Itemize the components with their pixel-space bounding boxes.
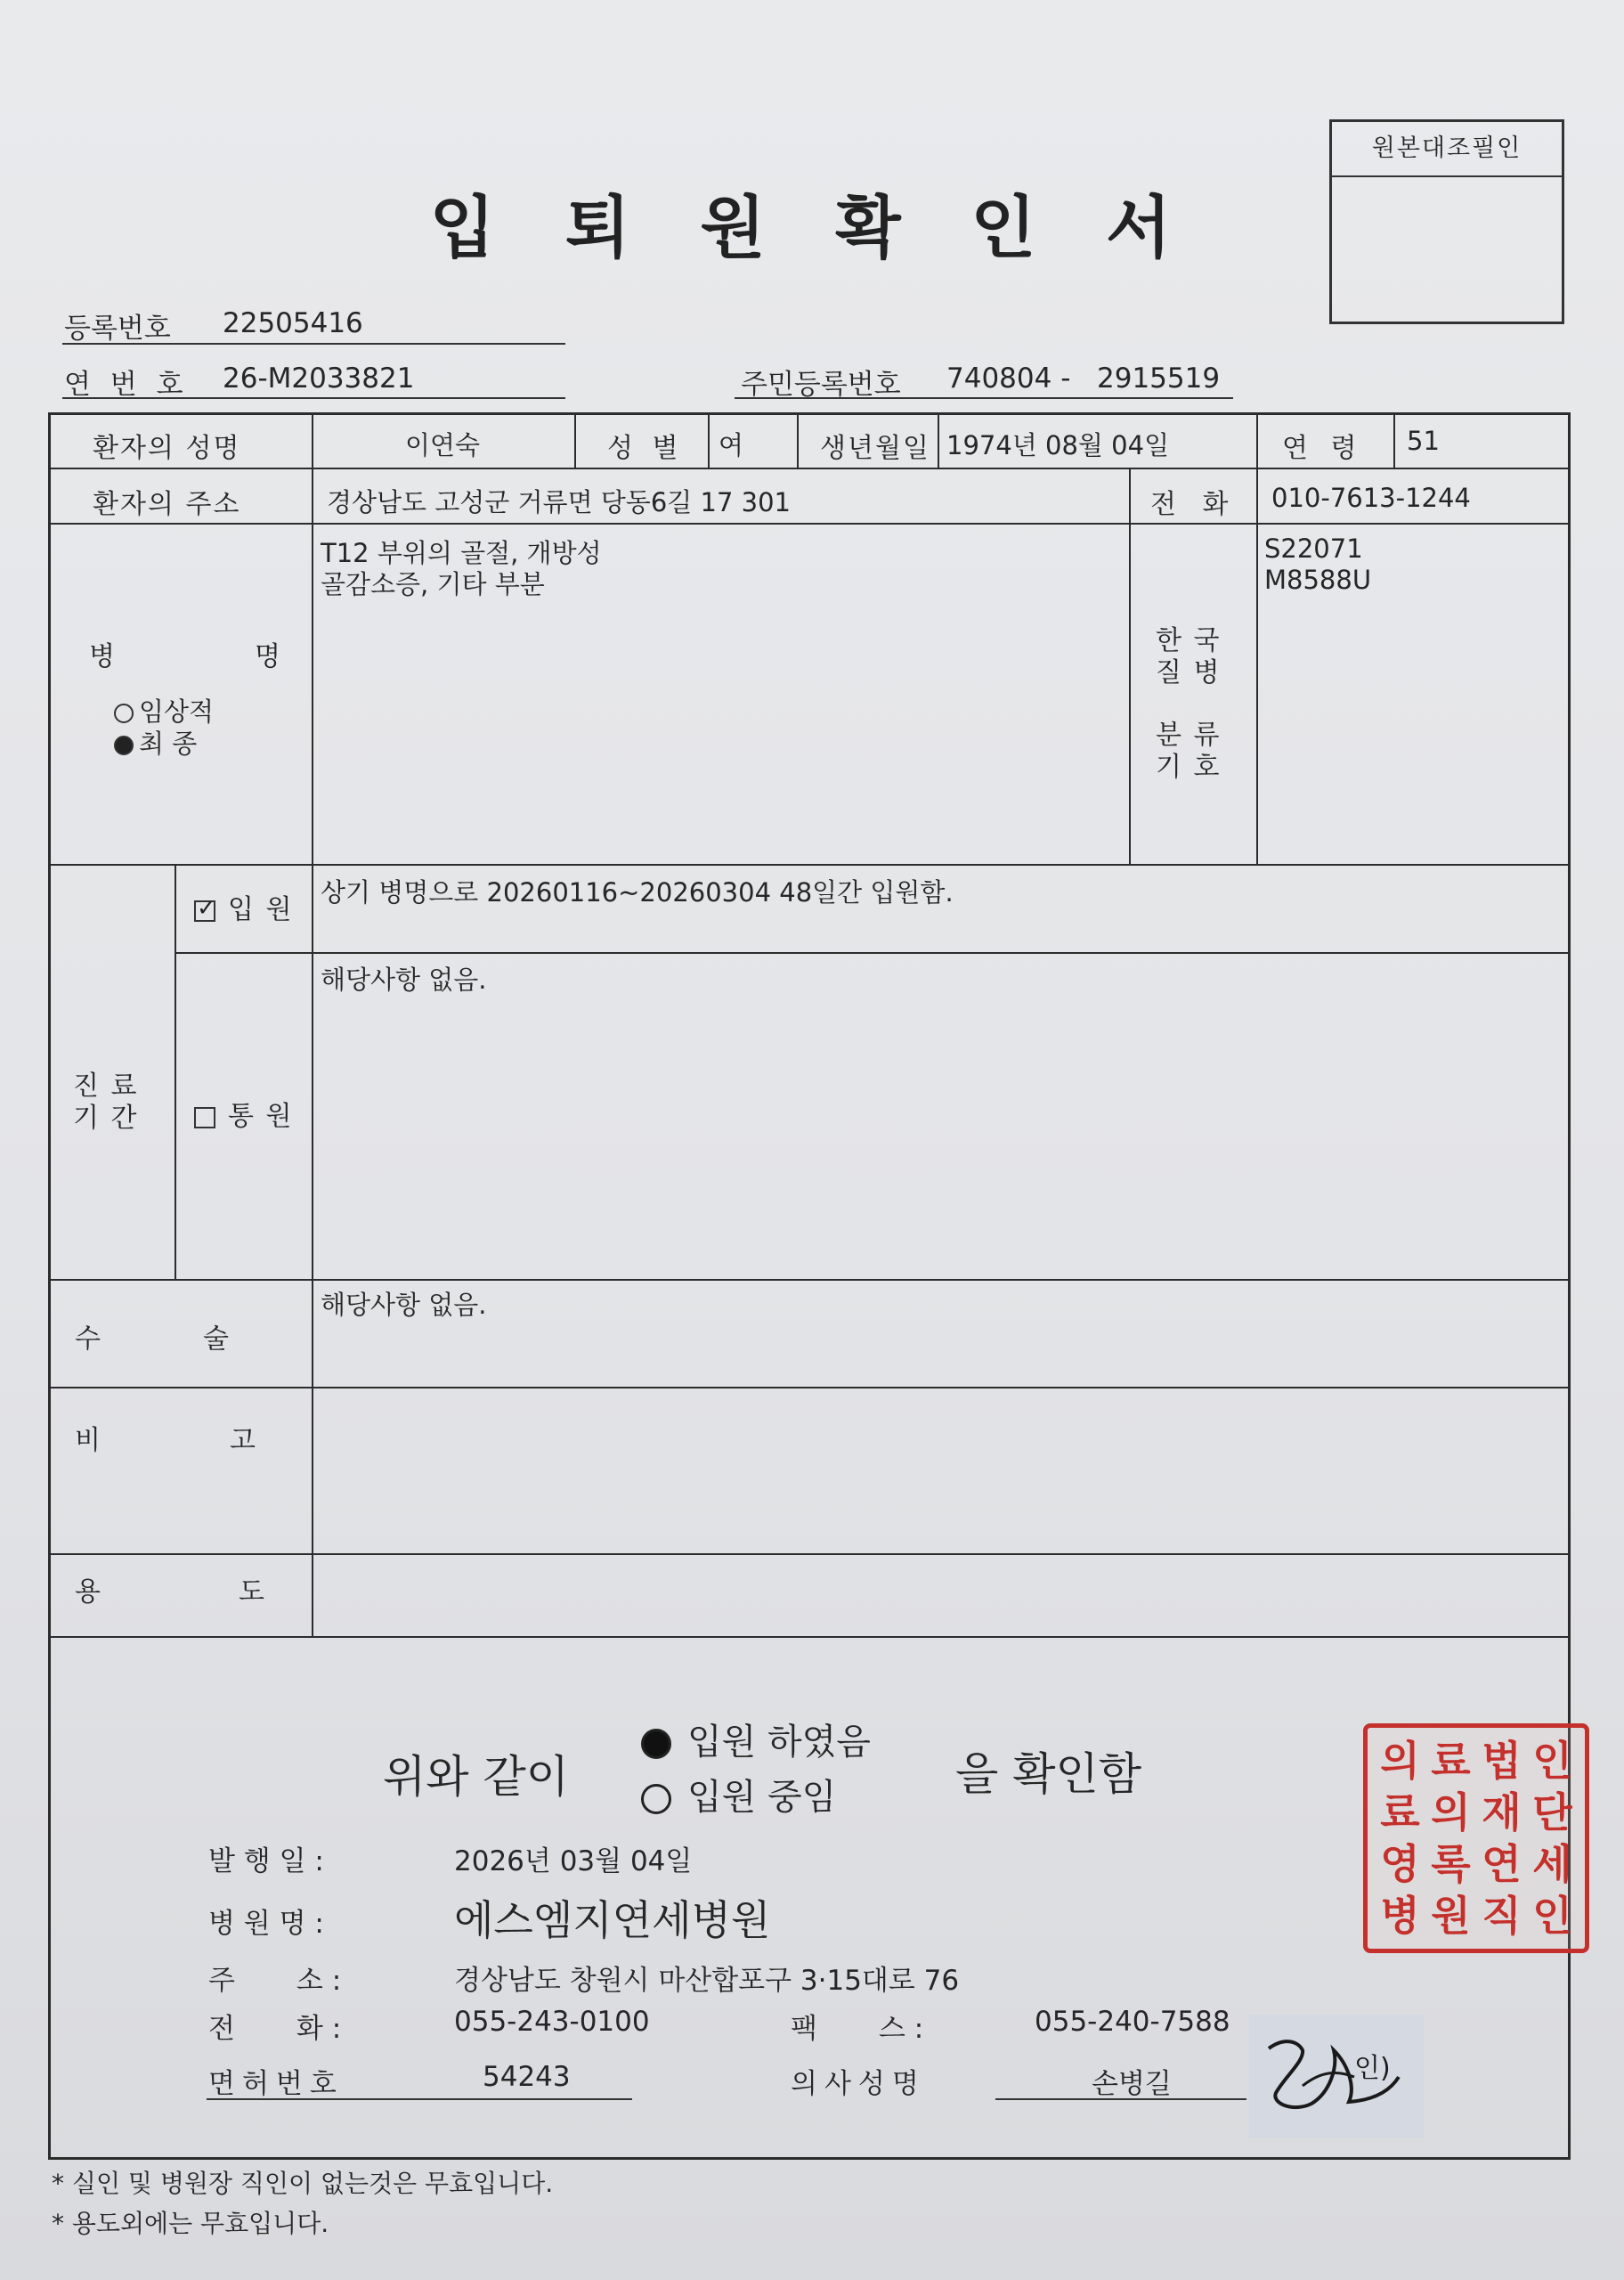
hospital-address-value: 경상남도 창원시 마산합포구 3·15대로 76 bbox=[454, 1965, 960, 1997]
radio-clinical-icon bbox=[114, 704, 134, 723]
diagnosis-text-line2: 골감소증, 기타 부분 bbox=[321, 569, 545, 599]
outpatient-option bbox=[194, 1094, 294, 1133]
seal-char: 연 bbox=[1482, 1840, 1522, 1888]
serial-value: 26-M2033821 bbox=[223, 362, 415, 395]
patient-phone-value: 010-7613-1244 bbox=[1271, 483, 1471, 513]
seal-char: 료 bbox=[1380, 1788, 1420, 1836]
seal-char: 병 bbox=[1380, 1892, 1420, 1940]
hospital-seal-icon bbox=[1363, 1723, 1589, 1953]
seal-char: 의 bbox=[1431, 1788, 1471, 1836]
issue-date-label: 발 행 일 : bbox=[208, 1845, 324, 1877]
inpatient-label: 입 원 bbox=[228, 894, 294, 925]
patient-address-value: 경상남도 고성군 거류면 당동6길 17 301 bbox=[327, 487, 791, 517]
kcd-label-1: 한 국 bbox=[1156, 625, 1222, 656]
kcd-label-4: 기 호 bbox=[1156, 752, 1222, 783]
hospital-phone-value: 055-243-0100 bbox=[454, 2006, 650, 2038]
svg-text:인): 인) bbox=[1354, 2053, 1391, 2084]
footnote-1: * 실인 및 병원장 직인이 없는것은 무효입니다. bbox=[52, 2169, 554, 2198]
diagnosis-label-left: 병 bbox=[89, 641, 117, 672]
seal-char: 원 bbox=[1431, 1892, 1471, 1940]
diagnosis-option-clinical-label: 임상적 bbox=[139, 696, 215, 727]
confirm-done-radio-icon bbox=[641, 1729, 671, 1759]
outpatient-label: 통 원 bbox=[228, 1101, 294, 1132]
outpatient-text: 해당사항 없음. bbox=[321, 965, 487, 995]
kcd-code-1: S22071 bbox=[1264, 533, 1363, 564]
reg-no-label: 등록번호 bbox=[64, 313, 171, 345]
seal-char: 록 bbox=[1431, 1840, 1471, 1888]
outpatient-checkbox-icon bbox=[194, 1107, 215, 1128]
confirm-prefix: 위와 같이 bbox=[383, 1751, 570, 1803]
seal-char: 법 bbox=[1482, 1737, 1522, 1785]
surgery-text: 해당사항 없음. bbox=[321, 1290, 487, 1320]
age-label: 연 령 bbox=[1282, 433, 1364, 464]
patient-name-value: 이연숙 bbox=[405, 430, 481, 460]
footnote-2: * 용도외에는 무효입니다. bbox=[52, 2209, 329, 2238]
rrn-back: 2915519 bbox=[1097, 362, 1221, 395]
confirm-ongoing-label: 입원 중임 bbox=[687, 1777, 837, 1818]
hospital-fax-value: 055-240-7588 bbox=[1035, 2006, 1230, 2038]
patient-address-label: 환자의 주소 bbox=[93, 489, 241, 520]
confirm-done-label: 입원 하였음 bbox=[687, 1722, 871, 1763]
doctor-name-label: 의사성명 bbox=[791, 2068, 926, 2100]
sex-value: 여 bbox=[719, 430, 744, 460]
rrn-label: 주민등록번호 bbox=[741, 369, 901, 401]
license-value: 54243 bbox=[483, 2061, 571, 2093]
seal-char: 영 bbox=[1380, 1840, 1420, 1888]
kcd-label-2: 질 병 bbox=[1156, 657, 1222, 688]
confirm-ongoing-radio-icon bbox=[641, 1784, 671, 1814]
hospital-fax-label: 팩 스 : bbox=[791, 2013, 924, 2045]
dob-label: 생년월일 bbox=[820, 433, 930, 464]
seal-char: 단 bbox=[1532, 1788, 1572, 1836]
dob-value: 1974년 08월 04일 bbox=[946, 430, 1170, 460]
patient-phone-label: 전 화 bbox=[1150, 489, 1238, 520]
doctor-signature-icon bbox=[1249, 2015, 1424, 2138]
inpatient-text: 상기 병명으로 20260116~20260304 48일간 입원함. bbox=[321, 877, 954, 908]
document-title: 입 퇴 원 확 인 서 bbox=[429, 188, 1195, 267]
serial-label: 연 번 호 bbox=[64, 369, 189, 401]
kcd-code-2: M8588U bbox=[1264, 565, 1372, 595]
diagnosis-option-final bbox=[114, 724, 197, 761]
hospital-name-value: 에스엠지연세병원 bbox=[454, 1896, 771, 1944]
license-label: 면허번호 bbox=[208, 2068, 344, 2100]
rrn-front: 740804 - bbox=[946, 362, 1071, 395]
seal-char: 직 bbox=[1482, 1892, 1522, 1940]
inpatient-option bbox=[194, 887, 294, 926]
seal-char: 료 bbox=[1431, 1737, 1471, 1785]
remarks-label-left: 비 bbox=[75, 1425, 102, 1456]
reg-no-value: 22505416 bbox=[223, 307, 363, 339]
purpose-label-left: 용 bbox=[75, 1576, 102, 1608]
hospital-phone-label: 전 화 : bbox=[208, 2013, 342, 2045]
diagnosis-option-clinical bbox=[114, 692, 214, 729]
issue-date-value: 2026년 03월 04일 bbox=[454, 1845, 693, 1877]
purpose-label-right: 도 bbox=[239, 1576, 266, 1608]
surgery-label-left: 수 bbox=[75, 1323, 102, 1355]
confirm-option-ongoing bbox=[641, 1769, 836, 1820]
seal-char: 의 bbox=[1380, 1737, 1420, 1785]
sex-label: 성 별 bbox=[607, 433, 684, 464]
period-label-1: 진 료 bbox=[73, 1071, 139, 1102]
period-label-2: 기 간 bbox=[73, 1103, 139, 1134]
hospital-address-label: 주 소 : bbox=[208, 1965, 342, 1997]
seal-char: 인 bbox=[1532, 1892, 1572, 1940]
hospital-name-label: 병 원 명 : bbox=[208, 1908, 324, 1940]
original-verification-label: 원본대조필인 bbox=[1332, 122, 1562, 177]
seal-char: 세 bbox=[1532, 1840, 1572, 1888]
patient-name-label: 환자의 성명 bbox=[93, 433, 241, 464]
diagnosis-option-final-label: 최 종 bbox=[139, 729, 198, 759]
doctor-name-value: 손병길 bbox=[1092, 2068, 1172, 2100]
inpatient-checkbox-icon bbox=[194, 900, 215, 922]
confirm-suffix: 을 확인함 bbox=[955, 1748, 1142, 1800]
diagnosis-label-right: 명 bbox=[255, 641, 282, 672]
seal-char: 재 bbox=[1482, 1788, 1522, 1836]
age-value: 51 bbox=[1407, 426, 1440, 456]
confirm-option-done bbox=[641, 1714, 871, 1764]
main-form-table bbox=[48, 412, 1571, 2160]
radio-final-icon bbox=[114, 736, 134, 755]
kcd-label-3: 분 류 bbox=[1156, 720, 1222, 751]
remarks-label-right: 고 bbox=[230, 1425, 257, 1456]
seal-char: 인 bbox=[1532, 1737, 1572, 1785]
surgery-label-right: 술 bbox=[203, 1323, 231, 1355]
diagnosis-text-line1: T12 부위의 골절, 개방성 bbox=[321, 538, 602, 568]
